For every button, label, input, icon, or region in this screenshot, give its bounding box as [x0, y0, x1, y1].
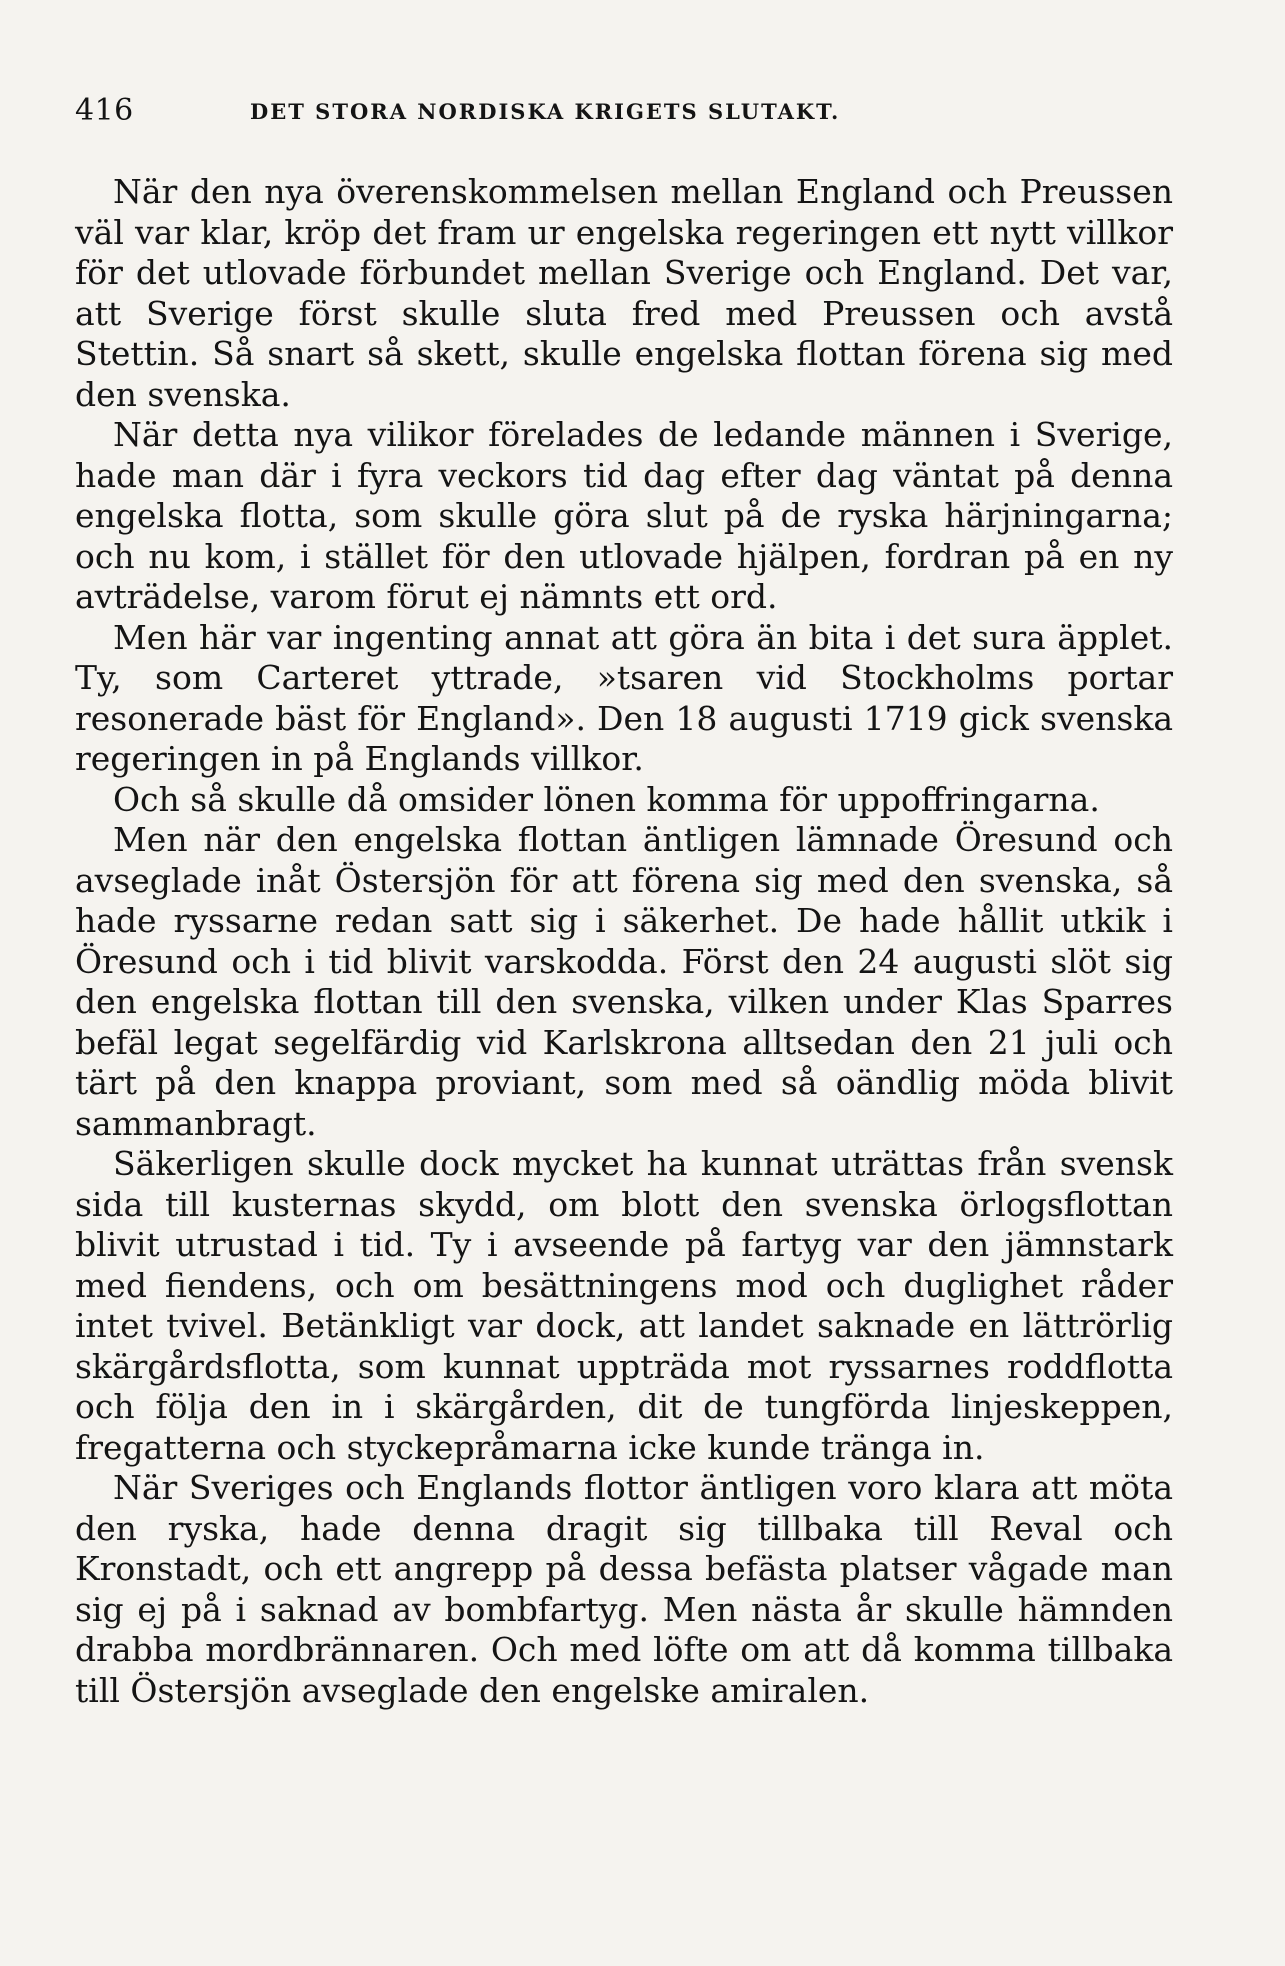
paragraph: När detta nya vilikor förelades de ledande männen i Sverige, hade man där i fyra veckors tid dag efter dag väntat på denna engelska flotta, som skulle göra slut på de ryska härjningarna; och nu kom, i stället för den utlovade hjälpen, fordran på en ny avträdelse, varom förut ej nämnts ett ord. [75, 415, 1173, 616]
paragraph: Säkerligen skulle dock mycket ha kunnat uträttas från svensk sida till kusternas skydd, om blott den svenska örlogsflottan blivit utrustad i tid. Ty i avseende på fartyg var den jämnstark med fiendens, och om besättningens mod och duglighet råder intet tvivel. Betänkligt var dock, att landet saknade en lättrörlig skärgårdsflotta, som kunnat uppträda mot ryssarnes roddflotta och följa den in i skärgården, dit de tungförda linjeskeppen, fregatterna och styckepråmarna icke kunde tränga in. [75, 1144, 1173, 1467]
page-number: 416 [75, 93, 134, 128]
paragraph: När den nya överenskommelsen mellan England och Preussen väl var klar, kröp det fram ur engelska regeringen ett nytt villkor för det utlovade förbundet mellan Sverige och England. Det var, att Sverige först skulle sluta fred med Preussen och avstå Stettin. Så snart så skett, skulle engelska flottan förena sig med den svenska. [75, 172, 1173, 414]
running-title: DET STORA NORDISKA KRIGETS SLUTAKT. [250, 99, 841, 124]
running-head [75, 93, 1175, 133]
paragraph: Men här var ingenting annat att göra än bita i det sura äpplet. Ty, som Carteret yttrade, »tsaren vid Stockholms portar resonerade bäst för England». Den 18 augusti 1719 gick svenska regeringen in på Englands villkor. [75, 617, 1173, 778]
paragraph: Och så skulle då omsider lönen komma för uppoffringarna. [113, 779, 1100, 819]
paragraph: När Sveriges och Englands flottor äntligen voro klara att möta den ryska, hade denna dragit sig tillbaka till Reval och Kronstadt, och ett angrepp på dessa befästa platser vågade man sig ej på i saknad av bombfartyg. Men nästa år skulle hämnden drabba mordbrännaren. Och med löfte om att då komma tillbaka till Östersjön avseglade den engelske amiralen. [75, 1468, 1173, 1710]
body-text [75, 172, 1173, 1711]
paragraph: Men när den engelska flottan äntligen lämnade Öresund och avseglade inåt Östersjön för att förena sig med den svenska, så hade ryssarne redan satt sig i säkerhet. De hade hållit utkik i Öresund och i tid blivit varskodda. Först den 24 augusti slöt sig den engelska flottan till den svenska, vilken under Klas Sparres befäl legat segelfärdig vid Karlskrona alltsedan den 21 juli och tärt på den knappa proviant, som med så oändlig möda blivit sammanbragt. [75, 820, 1173, 1143]
